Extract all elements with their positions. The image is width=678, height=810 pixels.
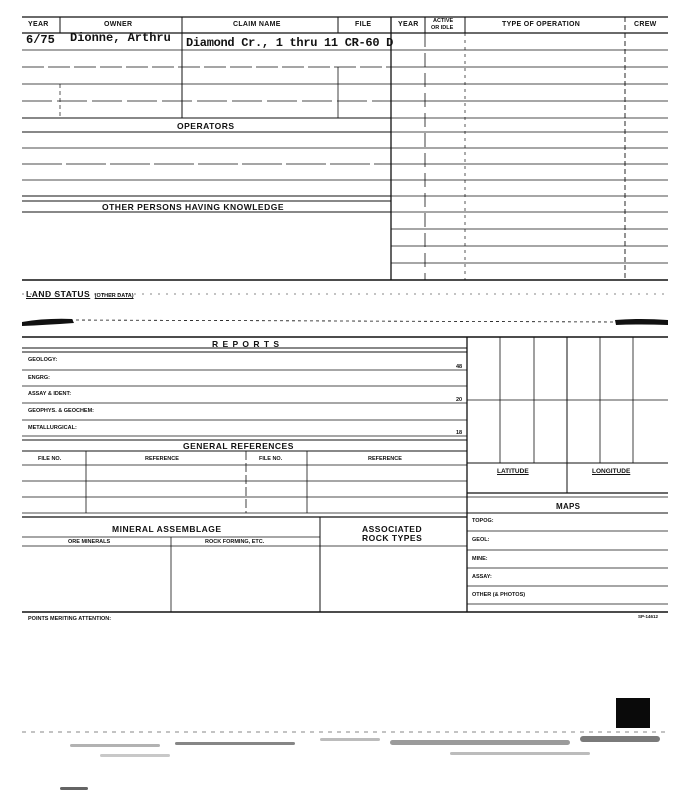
header-year: YEAR [28,21,49,28]
maps-assay-label: ASSAY: [472,574,492,580]
header-crew: CREW [634,21,657,28]
ref-file-no-header: FILE NO. [38,456,62,462]
ref-reference-header: REFERENCE [145,456,179,462]
ref-reference-header-2: REFERENCE [368,456,402,462]
report-engrg-label: ENGRG: [28,375,50,381]
report-assay-num: 20 [456,397,463,403]
scan-mark [60,787,88,790]
header-claim-name: CLAIM NAME [233,21,281,28]
land-status-title: LAND STATUS [26,289,91,299]
land-status-label [26,284,134,302]
report-metallurgical-label: METALLURGICAL: [28,425,77,431]
report-geology-label: GEOLOGY: [28,357,58,363]
rock-forming-header: ROCK FORMING, ETC. [205,539,265,545]
land-status-subtitle: (OTHER DATA) [94,293,134,299]
header-type-of-operation: TYPE OF OPERATION [502,21,581,28]
header-active: ACTIVE [433,18,454,24]
report-assay-label: ASSAY & IDENT: [28,391,72,397]
maps-title: MAPS [556,502,581,511]
associated-header-1: ASSOCIATED [362,524,423,534]
ref-file-no-header-2: FILE NO. [259,456,283,462]
entry-claim-name: Diamond Cr., 1 thru 11 CR-60 D [186,36,394,50]
longitude-label: LONGITUDE [592,468,631,475]
maps-topog-label: TOPOG: [472,518,494,524]
reports-title: R E P O R T S [212,339,281,349]
general-references-title: GENERAL REFERENCES [183,441,294,451]
scan-noise [60,728,660,768]
entry-year: 6/75 [26,33,55,47]
maps-other-label: OTHER (& PHOTOS) [472,592,526,598]
entry-owner: Dionne, Arthru [70,31,171,45]
other-persons-title: OTHER PERSONS HAVING KNOWLEDGE [102,202,285,212]
report-geology-num: 48 [456,364,463,370]
maps-geol-label: GEOL: [472,537,490,543]
associated-header-2: ROCK TYPES [362,533,423,543]
points-meriting-attention-label: POINTS MERITING ATTENTION: [28,616,112,622]
maps-mine-label: MINE: [472,556,488,562]
latitude-label: LATITUDE [497,468,529,475]
header-owner: OWNER [104,21,133,28]
report-geophys-label: GEOPHYS. & GEOCHEM: [28,408,95,414]
header-file: FILE [355,21,372,28]
operators-title: OPERATORS [177,121,235,131]
header-year-2: YEAR [398,21,419,28]
report-metallurgical-num: 18 [456,430,463,436]
ore-minerals-header: ORE MINERALS [68,539,111,545]
mineral-assemblage-title: MINERAL ASSEMBLAGE [112,524,222,534]
header-or-idle: OR IDLE [431,25,454,31]
form-number: SP-14612 [638,614,659,619]
